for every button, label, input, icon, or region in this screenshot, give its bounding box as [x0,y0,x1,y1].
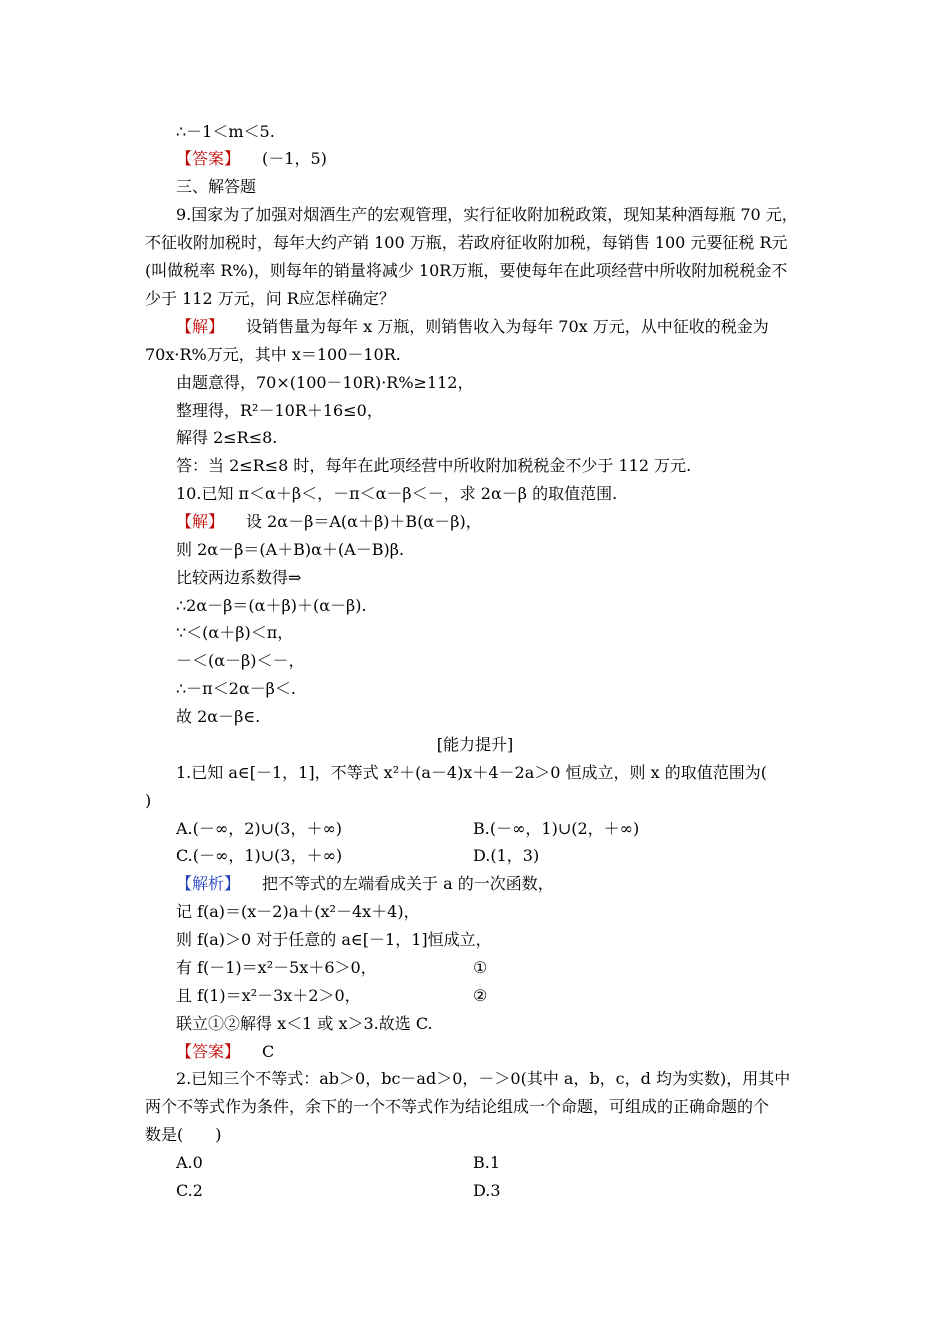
answer-tag: 【答案】 [176,1042,241,1061]
option-b: B.(－∞，1)∪(2，＋∞) [473,819,640,838]
question-line: 少于 112 万元，问 R应怎样确定？ [145,289,395,308]
analysis-line: 记 f(a)＝(x－2)a＋(x²－4x＋4)， [176,902,420,921]
equation-marker: ② [473,986,488,1005]
option-d: D.(1，3) [473,846,540,865]
solution-line: 则 2α－β＝(A＋B)α＋(A－B)β. [176,540,405,559]
question-line: 10.已知 π＜α＋β＜，－π＜α－β＜－，求 2α－β 的取值范围. [176,484,618,503]
question-line: 数是( ) [145,1125,222,1144]
solution-line: ∴2α－β＝(α＋β)＋(α－β). [176,596,367,615]
option-d: D.3 [473,1181,501,1200]
option-b: B.1 [473,1153,501,1172]
solution-line [176,511,482,533]
solution-line: 由题意得，70×(100－10R)·R%≥112， [176,373,474,392]
option-c: C.2 [176,1181,203,1200]
analysis-line: 则 f(a)＞0 对于任意的 a∈[－1，1]恒成立， [176,930,492,949]
answer-line [176,148,327,170]
analysis-line: 有 f(－1)＝x²－5x＋6＞0， [176,958,377,977]
section-heading: [能力提升] [436,735,514,754]
answer-line [176,1041,274,1063]
option-a: A.0 [176,1153,203,1172]
answer-tag: 【答案】 [176,149,241,168]
analysis-line [176,873,554,895]
answer-value: (－1，5) [262,149,327,168]
option-a: A.(－∞，2)∪(3，＋∞) [176,819,343,838]
analysis-text: 把不等式的左端看成关于 a 的一次函数， [262,874,554,893]
answer-value: C [262,1042,275,1061]
section-heading: 三、解答题 [176,177,257,196]
solution-line: 故 2α－β∈. [176,707,261,726]
solution-line: 比较两边系数得⇒ [176,568,302,587]
solution-text: 设销售量为每年 x 万瓶，则销售收入为每年 70x 万元，从中征收的税金为 [246,317,769,336]
analysis-line: 且 f(1)＝x²－3x＋2＞0， [176,986,361,1005]
question-line: 2.已知三个不等式：ab＞0，bc－ad＞0，－＞0(其中 a，b，c，d 均为实数)，用其中 [176,1069,791,1088]
question-line: 两个不等式作为条件，余下的一个不等式作为结论组成一个命题，可组成的正确命题的个 [145,1097,770,1116]
solution-line: ∵＜(α＋β)＜π， [176,623,294,642]
option-c: C.(－∞，1)∪(3，＋∞) [176,846,343,865]
solution-line [176,316,769,338]
solution-line: 解得 2≤R≤8. [176,428,278,447]
analysis-tag: 【解析】 [176,874,241,893]
analysis-line: 联立①②解得 x＜1 或 x＞3.故选 C. [176,1014,433,1033]
solution-line: 答：当 2≤R≤8 时，每年在此项经营中所收附加税税金不少于 112 万元. [176,456,692,475]
equation-marker: ① [473,958,488,977]
solution-text: 设 2α－β＝A(α＋β)＋B(α－β)， [246,512,482,531]
solution-line: －＜(α－β)＜－， [176,651,305,670]
solution-line: ∴－π＜2α－β＜. [176,679,297,698]
question-line: ) [145,791,152,810]
solve-tag: 【解】 [176,317,225,336]
solve-tag: 【解】 [176,512,225,531]
question-line: 9.国家为了加强对烟酒生产的宏观管理，实行征收附加税政策，现知某种酒每瓶 70 元， [176,205,798,224]
question-line: 1.已知 a∈[－1，1]，不等式 x²＋(a－4)x＋4－2a＞0 恒成立，则 x 的取值范围为( [176,763,767,782]
text-line: ∴－1＜m＜5. [176,122,275,141]
question-line: (叫做税率 R%)，则每年的销量将减少 10R万瓶，要使每年在此项经营中所收附加税税金不 [145,261,788,280]
solution-line: 70x·R%万元，其中 x＝100－10R. [145,345,401,364]
question-line: 不征收附加税时，每年大约产销 100 万瓶，若政府征收附加税，每销售 100 元要征税 R元 [145,233,788,252]
solution-line: 整理得，R²－10R＋16≤0， [176,401,383,420]
